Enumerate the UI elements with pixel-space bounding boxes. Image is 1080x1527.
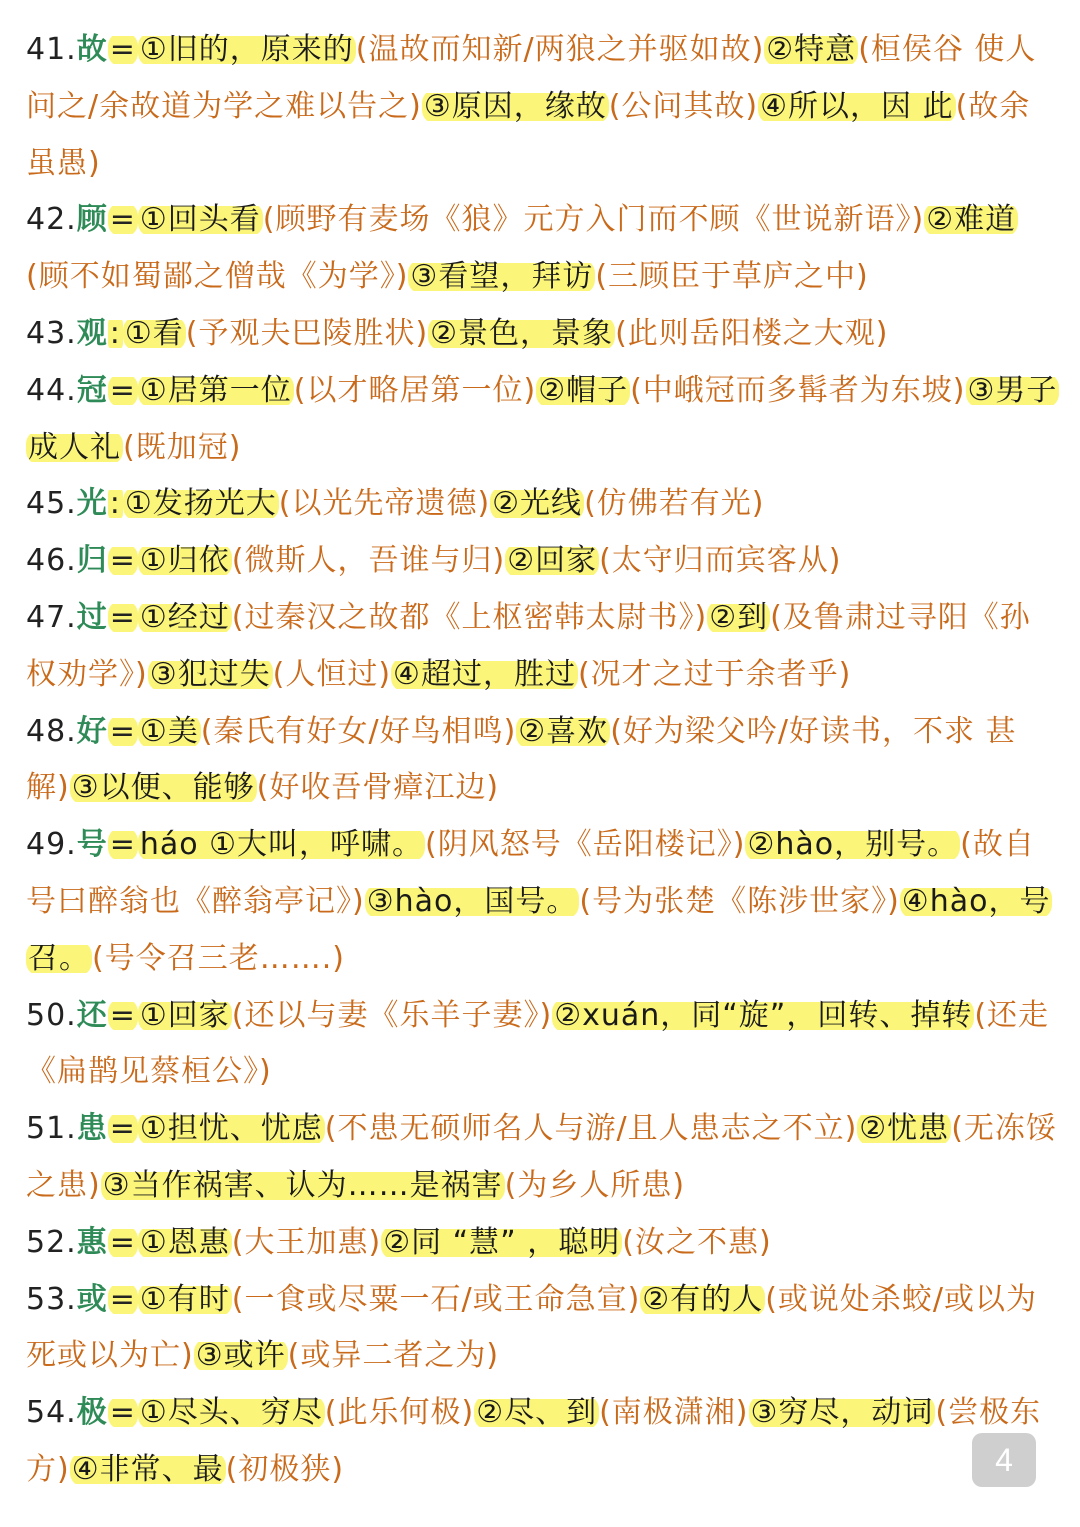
example-text: (以光先帝遗德) — [278, 486, 491, 522]
example-text: (顾不如蜀鄙之僧哉《为学》) — [26, 259, 409, 295]
meaning-text: ④hào，号召。 — [28, 883, 1051, 976]
meaning-text: ②忧患 — [859, 1111, 950, 1147]
example-text: (桓侯谷 使人问之/余故道为学之难以告之) — [26, 32, 1037, 124]
meaning-text: ③看望，拜访 — [410, 259, 594, 295]
entry-character: 光 — [76, 486, 108, 522]
vocab-entry — [26, 476, 1058, 533]
entry-separator: = — [109, 543, 136, 579]
entry-character: 惠 — [76, 1224, 108, 1260]
entry-separator: = — [109, 1395, 136, 1431]
entry-number: 54. — [26, 1395, 77, 1431]
example-text: (大王加惠) — [231, 1224, 382, 1260]
meaning-text: ②光线 — [492, 486, 583, 522]
page-number-badge: 4 — [972, 1433, 1036, 1487]
meaning-text: ④所以，因 此 — [760, 88, 954, 124]
meaning-text: ④超过，胜过 — [393, 656, 576, 692]
meaning-text: ③男子成人礼 — [28, 372, 1058, 465]
vocab-list — [26, 22, 1058, 1499]
vocab-entry — [26, 590, 1058, 704]
example-text: (还走《扁鹊见蔡桓公》) — [26, 997, 1050, 1090]
example-text: (况才之过于余者乎) — [577, 656, 852, 692]
entry-separator: = — [109, 1224, 136, 1260]
entry-number: 52. — [26, 1224, 77, 1260]
example-text: (太守归而宾客从) — [599, 543, 842, 579]
entry-separator: = — [109, 713, 136, 749]
example-text: (仿佛若有光) — [584, 486, 765, 522]
example-text: (三顾臣于草庐之中) — [595, 259, 869, 295]
entry-separator: = — [109, 1281, 136, 1317]
meaning-text: ②喜欢 — [518, 713, 609, 749]
entry-character: 归 — [76, 543, 108, 579]
meaning-text: ①发扬光大 — [124, 486, 277, 522]
entry-separator: = — [109, 997, 136, 1033]
meaning-text: ①尽头、穷尽 — [139, 1395, 323, 1431]
example-text: (号令召三老…….) — [92, 940, 345, 976]
meaning-text: ①回头看 — [139, 202, 261, 238]
entry-number: 46. — [26, 543, 77, 579]
example-text: (号为张楚《陈涉世家》) — [579, 883, 900, 919]
meaning-text: ②hào，别号。 — [747, 827, 959, 863]
vocab-entry — [26, 533, 1058, 590]
example-text: (微斯人，吾谁与归) — [231, 543, 506, 579]
example-text: (不患无硕师名人与游/且人患志之不立) — [324, 1111, 858, 1147]
entry-separator: : — [109, 486, 121, 522]
example-text: (顾野有麦场《狼》元方入门而不顾《世说新语》) — [262, 202, 925, 238]
meaning-text: ③原因，缘故 — [423, 88, 607, 124]
entry-number: 50. — [26, 997, 77, 1033]
meaning-text: ③或许 — [195, 1338, 286, 1374]
vocab-entry — [26, 1215, 1058, 1272]
example-text: (既加冠) — [123, 429, 242, 465]
entry-number: 45. — [26, 486, 77, 522]
meaning-text: ②难道 — [926, 202, 1017, 238]
entry-character: 极 — [76, 1395, 108, 1431]
example-text: (温故而知新/两狼之并驱如故) — [355, 32, 765, 67]
meaning-text: ②到 — [709, 599, 769, 635]
example-text: (好收吾骨瘴江边) — [256, 770, 500, 806]
example-text: (予观夫巴陵胜状) — [185, 315, 429, 351]
example-text: (一食或尽粟一石/或王命急宣) — [231, 1281, 641, 1317]
entry-number: 51. — [26, 1111, 77, 1147]
meaning-text: ②同 “慧” ，聪明 — [383, 1224, 621, 1260]
entry-character: 好 — [76, 713, 108, 749]
example-text: (公问其故) — [608, 88, 759, 124]
vocab-entry — [26, 192, 1058, 306]
entry-separator: = — [109, 1111, 136, 1147]
example-text: (及鲁肃过寻阳《孙权劝学》) — [26, 599, 1031, 692]
example-text: (或说处杀蛟/或以为死或以为亡) — [26, 1281, 1037, 1374]
example-text: (好为梁父吟/好读书，不求 甚解) — [26, 713, 1017, 806]
vocab-entry — [26, 363, 1058, 477]
entry-character: 过 — [76, 599, 108, 635]
entry-number: 53. — [26, 1281, 77, 1317]
entry-character: 号 — [76, 827, 108, 863]
meaning-text: ③当作祸害、认为……是祸害 — [102, 1167, 503, 1203]
example-text: (汝之不惠) — [622, 1224, 772, 1260]
example-text: (初极狭) — [225, 1451, 345, 1487]
meaning-text: ②特意 — [766, 32, 857, 67]
entry-number: 42. — [26, 202, 77, 238]
example-text: (还以与妻《乐羊子妻》) — [231, 997, 553, 1033]
entry-separator: = — [109, 32, 136, 67]
example-text: (过秦汉之故都《上枢密韩太尉书》) — [231, 599, 708, 635]
entry-character: 顾 — [76, 202, 108, 238]
meaning-text: ①旧的，原来的 — [139, 32, 354, 67]
meaning-text: ①居第一位 — [139, 372, 292, 408]
example-text: (无冻馁之患) — [26, 1111, 1057, 1203]
vocab-entry — [26, 1385, 1058, 1499]
entry-number: 41. — [26, 32, 77, 67]
vocab-entry — [26, 988, 1058, 1102]
meaning-text: ①回家 — [139, 997, 230, 1033]
meaning-text: ②xuán，同“旋”，回转、掉转 — [554, 997, 973, 1033]
meaning-text: ②尽、到 — [476, 1395, 598, 1431]
meaning-text: ②景色，景象 — [430, 315, 614, 351]
example-text: (南极潇湘) — [599, 1395, 749, 1431]
entry-number: 48. — [26, 713, 77, 749]
entry-number: 43. — [26, 315, 77, 351]
example-text: (尝极东方) — [26, 1395, 1042, 1487]
vocab-entry — [26, 704, 1058, 818]
entry-separator: = — [109, 372, 136, 408]
example-text: (为乡人所患) — [504, 1167, 686, 1203]
vocab-entry — [26, 817, 1058, 987]
meaning-text: ③以便、能够 — [71, 770, 255, 806]
example-text: (中峨冠而多髯者为东坡) — [630, 372, 966, 408]
meaning-text: ②有的人 — [642, 1281, 764, 1317]
meaning-text: ④非常、最 — [71, 1451, 224, 1487]
entry-separator: = — [109, 202, 136, 238]
meaning-text: ③hào，国号。 — [366, 883, 578, 919]
meaning-text: ①恩惠 — [139, 1224, 230, 1260]
example-text: (以才略居第一位) — [293, 372, 537, 408]
meaning-text: ①美 — [139, 713, 199, 749]
vocab-entry — [26, 1272, 1058, 1386]
meaning-text: ②帽子 — [538, 372, 629, 408]
entry-character: 冠 — [76, 372, 108, 408]
entry-character: 故 — [76, 32, 108, 67]
entry-character: 观 — [76, 315, 108, 351]
entry-character: 患 — [76, 1111, 108, 1147]
vocab-entry — [26, 22, 1058, 192]
entry-character: 还 — [76, 997, 108, 1033]
vocab-entry — [26, 1101, 1058, 1215]
meaning-text: ②回家 — [507, 543, 598, 579]
meaning-text: ①归依 — [139, 543, 230, 579]
entry-separator: = — [109, 827, 136, 863]
example-text: (故余虽愚) — [26, 88, 1031, 181]
entry-number: 47. — [26, 599, 77, 635]
example-text: (故自号曰醉翁也《醉翁亭记》) — [26, 827, 1035, 919]
entry-character: 或 — [76, 1281, 108, 1317]
meaning-text: ①看 — [124, 315, 184, 351]
example-text: (阴风怒号《岳阳楼记》) — [425, 827, 746, 863]
meaning-text: ③犯过失 — [149, 656, 271, 692]
meaning-text: ③穷尽，动词 — [750, 1395, 934, 1431]
entry-number: 49. — [26, 827, 77, 863]
entry-separator: : — [109, 315, 121, 351]
example-text: (或异二者之为) — [287, 1338, 500, 1374]
meaning-text: ①担忧、忧虑 — [139, 1111, 323, 1147]
example-text: (人恒过) — [272, 656, 392, 692]
vocab-entry — [26, 306, 1058, 363]
meaning-text: ①经过 — [139, 599, 230, 635]
example-text: (此乐何极) — [324, 1395, 475, 1431]
example-text: (此则岳阳楼之大观) — [615, 315, 889, 351]
meaning-text: háo ①大叫，呼啸。 — [139, 827, 424, 863]
entry-separator: = — [109, 599, 136, 635]
example-text: (秦氏有好女/好鸟相鸣) — [200, 713, 517, 749]
entry-number: 44. — [26, 372, 77, 408]
meaning-text: ①有时 — [139, 1281, 230, 1317]
